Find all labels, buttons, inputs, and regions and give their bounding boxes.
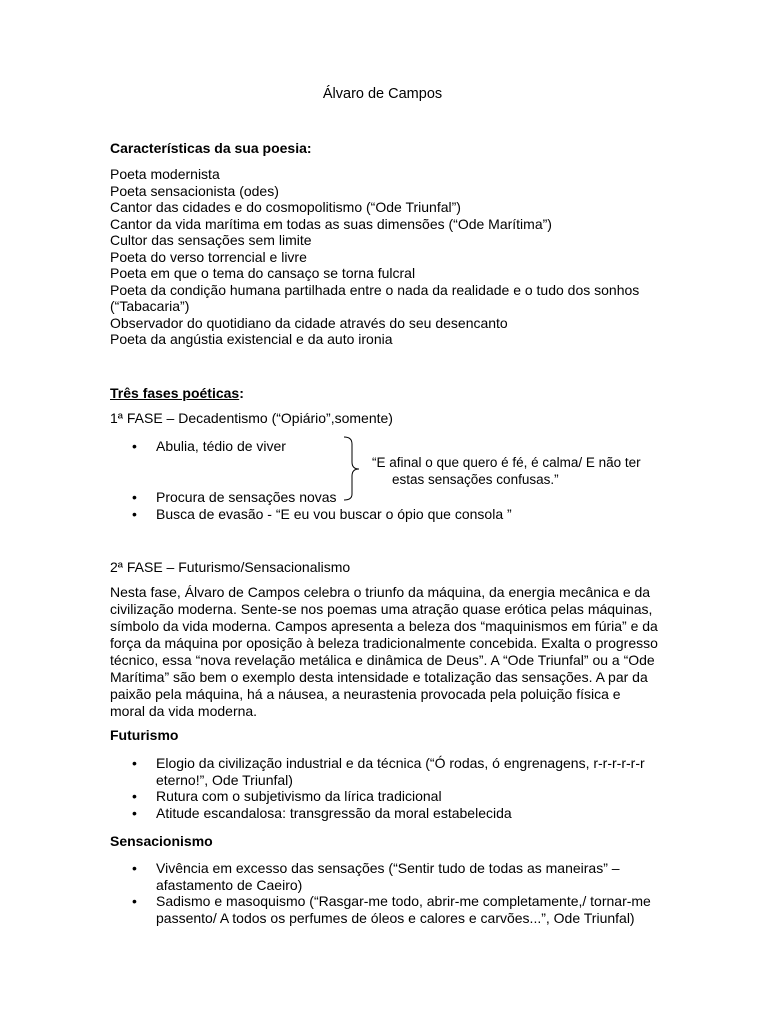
caracteristica-line: Observador do quotidiano da cidade através do seu desencanto	[110, 314, 508, 331]
futurismo-item-line: • Atitude escandalosa: transgressão da moral estabelecida	[156, 804, 512, 821]
sensacionismo-item-line: • Vivência em excesso das sensações (“Sentir tudo de todas as maneiras” –	[156, 860, 620, 876]
sensacionismo-item	[110, 860, 651, 893]
futurismo-item	[110, 788, 645, 805]
caracteristica-line: Poeta da condição humana partilhada entre o nada da realidade e o tudo dos sonhos	[110, 281, 640, 298]
caracteristica-line: Poeta sensacionista (odes)	[110, 182, 279, 199]
sensacionismo-item-line: passento/ A todos os perfumes de óleos e calores e carvões...”, Ode Triunfal)	[156, 909, 635, 926]
fase2-paragraph: Nesta fase, Álvaro de Campos celebra o triunfo da máquina, da energia mecânica e da civilização moderna. Sente-se nos poemas uma atração quase erótica pelas máquinas, símbolo da vida moderna. Campos apresenta a beleza dos “maquinismos em fúria” e da força da máquina por oposição à beleza tradicionalmente concebida. Exalta o progresso técnico, essa “nova revelação metálica e dinâmica de Deus”. A “Ode Triunfal” ou a “Ode Marítima” são bem o exemplo desta intensidade e totalização das sensações. A par da paixão pela máquina, há a náusea, a neurastenia provocada pela poluição física e moral da vida moderna.	[110, 584, 658, 719]
caracteristicas-list	[110, 166, 639, 348]
sensacionismo-item-line: • Sadismo e masoquismo (“Rasgar-me todo, abrir-me completamente,/ tornar-me	[156, 893, 651, 909]
quote-line: estas sensações confusas.”	[392, 472, 559, 487]
caracteristica-line: Poeta do verso torrencial e livre	[110, 248, 307, 265]
caracteristica-line: Cantor das cidades e do cosmopolitismo (“Ode Triunfal”)	[110, 199, 461, 215]
fase1-quote-text	[372, 454, 672, 488]
fase1-item: • Busca de evasão - “E eu vou buscar o ópio que consola ”	[110, 506, 512, 523]
caracteristica-line: Cantor da vida marítima em todas as suas dimensões (“Ode Marítima”)	[110, 215, 552, 232]
fase1-item: • Abulia, tédio de viver	[110, 438, 286, 455]
futurismo-item-line: • Rutura com o subjetivismo da lírica tradicional	[156, 788, 442, 804]
fase1-quote	[342, 436, 672, 502]
futurismo-heading: Futurismo	[110, 727, 179, 743]
caracteristica-line: Cultor das sensações sem limite	[110, 232, 312, 248]
sensacionismo-list	[110, 860, 651, 926]
caracteristicas-heading: Características da sua poesia:	[110, 140, 312, 156]
sensacionismo-item-line: afastamento de Caeiro)	[156, 876, 303, 893]
fase1-item: • Procura de sensações novas	[110, 489, 512, 506]
futurismo-item	[110, 755, 645, 788]
fases-heading	[110, 385, 244, 402]
sensacionismo-heading: Sensacionismo	[110, 833, 213, 849]
caracteristica-line: Poeta em que o tema do cansaço se torna fulcral	[110, 265, 416, 281]
futurismo-list	[110, 755, 645, 821]
page-title: Álvaro de Campos	[322, 86, 443, 102]
caracteristica-line: Poeta modernista	[110, 166, 220, 182]
fase1-list	[110, 438, 286, 455]
futurismo-item-line: eterno!”, Ode Triunfal)	[156, 771, 293, 788]
fase2-title: 2ª FASE – Futurismo/Sensacionalismo	[110, 559, 351, 575]
fases-heading-text: Três fases poéticas	[110, 385, 240, 401]
fases-heading-colon: :	[239, 385, 244, 401]
caracteristica-line: (“Tabacaria”)	[110, 298, 190, 314]
quote-line: “E afinal o que quero é fé, é calma/ E não ter	[372, 455, 641, 470]
fase1-title: 1ª FASE – Decadentismo (“Opiário”,somente)	[110, 410, 393, 426]
futurismo-item	[110, 805, 645, 822]
futurismo-item-line: • Elogio da civilização industrial e da técnica (“Ó rodas, ó engrenagens, r-r-r-r-r-r	[156, 755, 645, 771]
brace-icon	[342, 436, 366, 502]
caracteristica-line: Poeta da angústia existencial e da auto ironia	[110, 331, 393, 347]
sensacionismo-item	[110, 893, 651, 926]
